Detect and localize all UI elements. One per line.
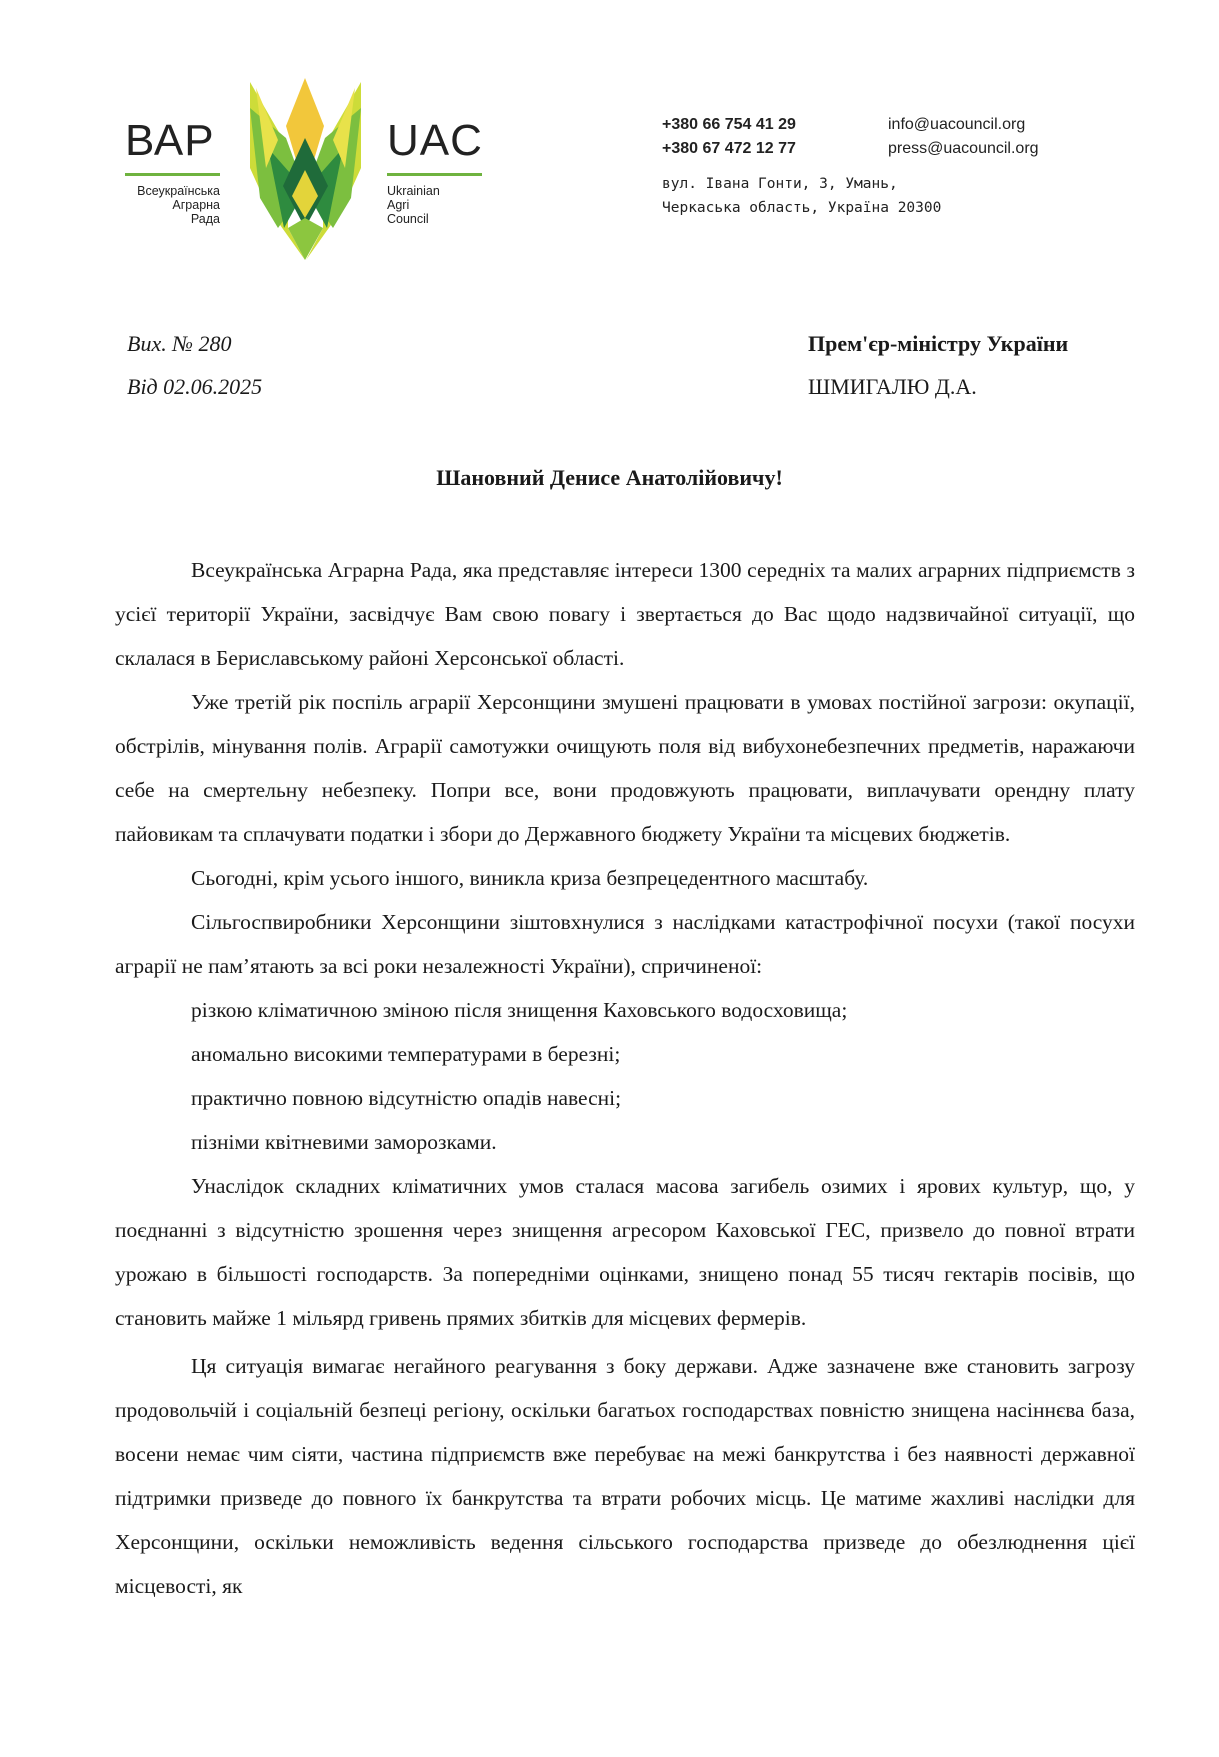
- body-paragraph: Сільгоспвиробники Херсонщини зіштовхнулися з наслідками катастрофічної посухи (такої посухи аграрії не пам’ятають за всі роки незалежності України), спричиненої:: [115, 910, 1135, 978]
- phone-number[interactable]: +380 66 754 41 29: [662, 116, 796, 133]
- logo-left-subtitle: Всеукраїнська Аграрна Рада: [137, 184, 220, 226]
- outgoing-number: Вих. № 280: [127, 331, 232, 356]
- cause-item: різкою кліматичною зміною після знищення Каховського водосховища;: [191, 998, 848, 1022]
- email-link[interactable]: press@uacouncil.org: [888, 140, 1039, 157]
- cause-item: пізніми квітневими заморозками.: [191, 1130, 497, 1154]
- body-paragraph: Уже третій рік поспіль аграрії Херсонщини змушені працювати в умовах постійної загрози: окупації, обстрілів, мінування полів. Аграрії самотужки очищують поля від вибухонебезпечних предметів, наражаючи себе на смертельну небезпеку. Попри все, вони продовжують працювати, виплачувати орендну плату пайовикам та сплачувати податки і збори до Державного бюджету України та місцевих бюджетів.: [115, 690, 1135, 846]
- email-link[interactable]: info@uacouncil.org: [888, 116, 1026, 133]
- body-paragraph: Сьогодні, крім усього іншого, виникла криза безпрецедентного масштабу.: [191, 866, 869, 890]
- organization-logo: [125, 78, 495, 263]
- logo-right-word: UAC: [387, 116, 483, 165]
- body-paragraph: Всеукраїнська Аграрна Рада, яка представляє інтереси 1300 середніх та малих аграрних підприємств з усієї території України, засвідчує Вам свою повагу і звертається до Вас щодо надзвичайної ситуації, що склалася в Бериславському районі Херсонської області.: [115, 558, 1135, 670]
- letter-body: [115, 548, 1135, 1608]
- logo-divider-left: [125, 173, 220, 176]
- outgoing-reference: [127, 322, 262, 408]
- cause-item: аномально високими температурами в березні;: [191, 1042, 621, 1066]
- addressee-name: ШМИГАЛЮ Д.А.: [808, 374, 977, 399]
- logo-left-word: ВАР: [125, 116, 215, 165]
- addressee-position: Прем'єр-міністру України: [808, 331, 1069, 356]
- logo-divider-right: [387, 173, 482, 176]
- phone-number[interactable]: +380 67 472 12 77: [662, 140, 796, 157]
- postal-address: вул. Івана Гонти, 3, Умань, Черкаська область, Україна 20300: [662, 176, 942, 216]
- addressee-block: [808, 322, 1068, 408]
- trident-icon: [248, 78, 363, 260]
- salutation: Шановний Денисе Анатолійовичу!: [436, 465, 783, 490]
- outgoing-date: Від 02.06.2025: [127, 374, 263, 399]
- body-paragraph: Ця ситуація вимагає негайного реагування з боку держави. Адже зазначене вже становить загрозу продовольчій і соціальній безпеці регіону, оскільки багатьох господарствах повністю знищена насіннєва база, восени немає чим сіяти, частина підприємств вже перебуває на межі банкрутства і без наявності державної підтримки призведе до повного їх банкрутства та втрати робочих місць. Це матиме жахливі наслідки для Херсонщини, оскільки неможливість ведення сільського господарства призведе до обезлюднення цієї місцевості, як: [115, 1354, 1135, 1598]
- logo-right-subtitle: Ukrainian Agri Council: [387, 184, 440, 226]
- body-paragraph: Унаслідок складних кліматичних умов сталася масова загибель озимих і ярових культур, що, у поєднанні з відсутністю зрошення через знищення агресором Каховської ГЕС, призвело до повної втрати урожаю в більшості господарств. За попередніми оцінками, знищено понад 55 тисяч гектарів посівів, що становить майже 1 мільярд гривень прямих збитків для місцевих фермерів.: [115, 1174, 1135, 1330]
- contact-phones: [662, 113, 796, 161]
- cause-item: практично повною відсутністю опадів навесні;: [191, 1086, 622, 1110]
- contact-emails: [888, 113, 1039, 161]
